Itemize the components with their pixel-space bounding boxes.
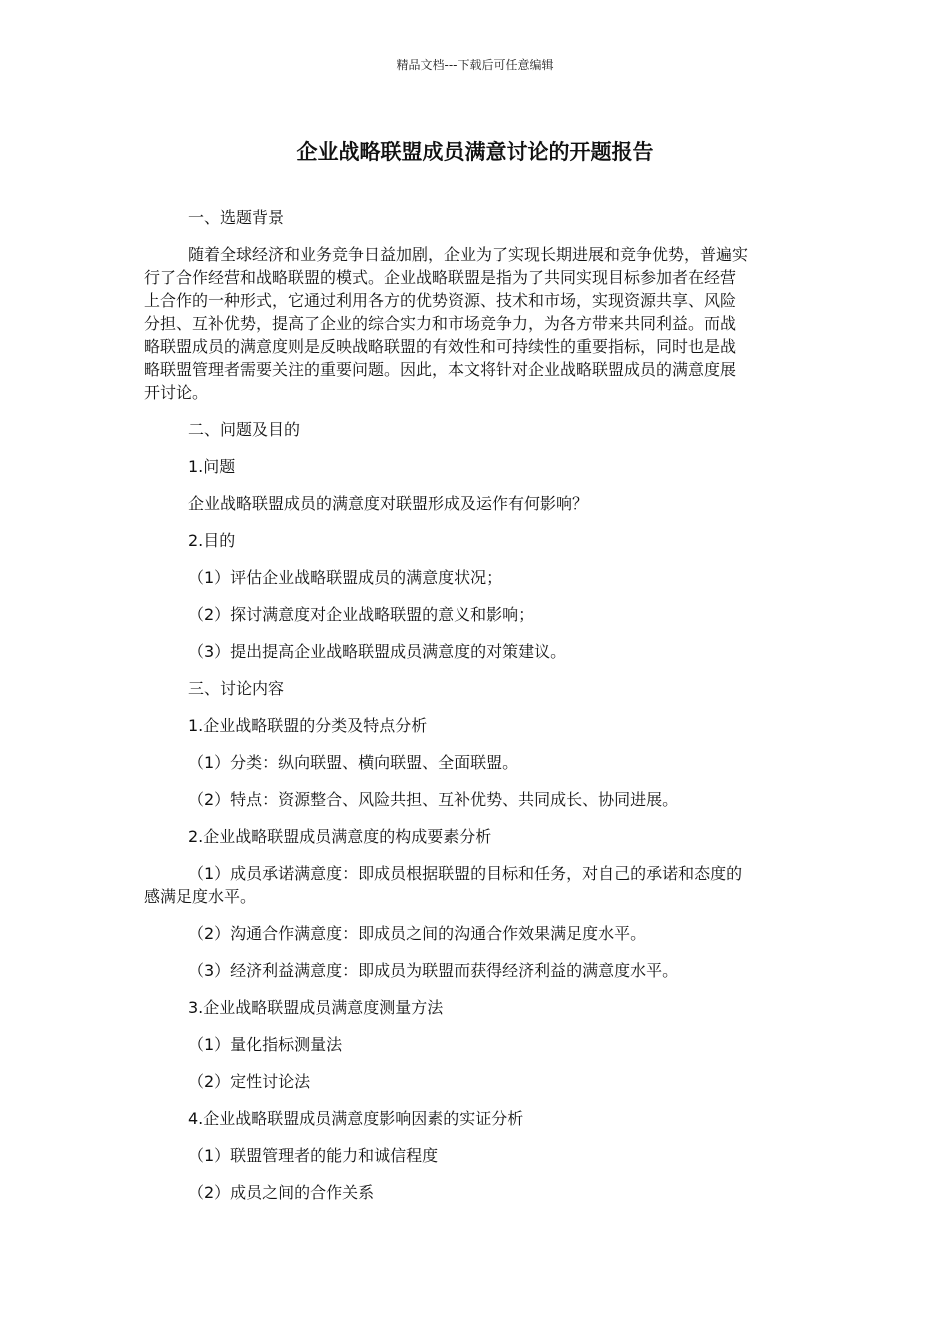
- background-paragraph: [144, 243, 806, 404]
- subheading-goal: 2.目的: [188, 531, 236, 550]
- paragraph-line: 感满足度水平。: [144, 887, 257, 906]
- page-header: 精品文档---下载后可任意编辑: [396, 58, 554, 72]
- paragraph-line: 上合作的一种形式，它通过利用各方的优势资源、技术和市场，实现资源共享、风险: [144, 291, 737, 310]
- subheading-problem: 1.问题: [188, 457, 236, 476]
- list-item: （2）特点：资源整合、风险共担、互补优势、共同成长、协同进展。: [188, 790, 679, 809]
- paragraph-line: 开讨论。: [144, 383, 209, 402]
- paragraph-line: （1）成员承诺满意度：即成员根据联盟的目标和任务，对自己的承诺和态度的: [188, 864, 743, 883]
- list-item: （2）定性讨论法: [188, 1072, 311, 1091]
- paragraph-line: 随着全球经济和业务竞争日益加剧，企业为了实现长期进展和竞争优势，普遍实: [188, 245, 749, 264]
- list-item: （1）分类：纵向联盟、横向联盟、全面联盟。: [188, 753, 519, 772]
- section-heading-background: 一、选题背景: [188, 208, 285, 227]
- subheading-classification: 1.企业战略联盟的分类及特点分析: [188, 716, 428, 735]
- list-item: （2）成员之间的合作关系: [188, 1183, 375, 1202]
- list-item: （2）沟通合作满意度：即成员之间的沟通合作效果满足度水平。: [188, 924, 647, 943]
- problem-text: 企业战略联盟成员的满意度对联盟形成及运作有何影响？: [188, 494, 589, 513]
- section-heading-content: 三、讨论内容: [188, 679, 285, 698]
- goal-item: （2）探讨满意度对企业战略联盟的意义和影响；: [188, 605, 535, 624]
- section-heading-problem-goal: 二、问题及目的: [188, 420, 301, 439]
- list-item: （1）联盟管理者的能力和诚信程度: [188, 1146, 439, 1165]
- subheading-measurement: 3.企业战略联盟成员满意度测量方法: [188, 998, 444, 1017]
- paragraph-line: 行了合作经营和战略联盟的模式。企业战略联盟是指为了共同实现目标参加者在经营: [144, 268, 737, 287]
- paragraph-line: 略联盟管理者需要关注的重要问题。因此，本文将针对企业战略联盟成员的满意度展: [144, 360, 737, 379]
- document-title: 企业战略联盟成员满意讨论的开题报告: [296, 140, 654, 164]
- list-item-wrapped: [144, 862, 806, 908]
- document-body: [144, 206, 806, 1218]
- subheading-factors: 4.企业战略联盟成员满意度影响因素的实证分析: [188, 1109, 524, 1128]
- goal-item: （3）提出提高企业战略联盟成员满意度的对策建议。: [188, 642, 567, 661]
- paragraph-line: 分担、互补优势，提高了企业的综合实力和市场竞争力，为各方带来共同利益。而战: [144, 314, 737, 333]
- goal-item: （1）评估企业战略联盟成员的满意度状况；: [188, 568, 503, 587]
- list-item: （3）经济利益满意度：即成员为联盟而获得经济利益的满意度水平。: [188, 961, 679, 980]
- paragraph-line: 略联盟成员的满意度则是反映战略联盟的有效性和可持续性的重要指标，同时也是战: [144, 337, 737, 356]
- list-item: （1）量化指标测量法: [188, 1035, 343, 1054]
- subheading-elements: 2.企业战略联盟成员满意度的构成要素分析: [188, 827, 492, 846]
